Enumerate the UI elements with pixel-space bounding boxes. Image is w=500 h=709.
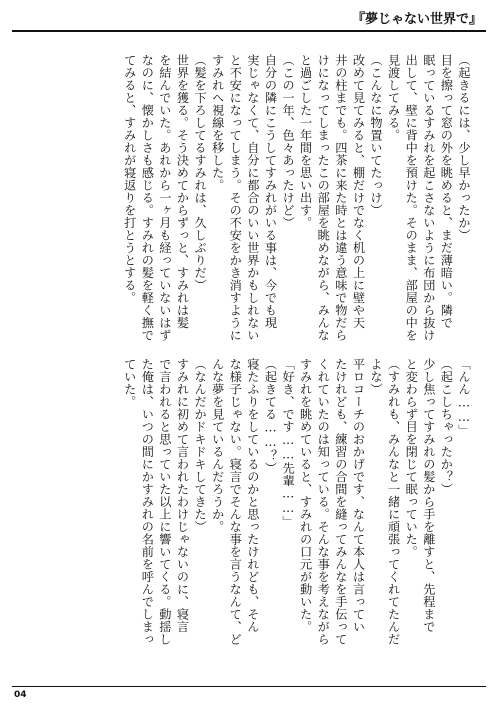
text-line: な様子じゃない。寝言でそんな事を言うなんて、ど: [228, 358, 243, 646]
text-line: （こんなに物置いてたっけ）: [369, 54, 384, 217]
text-line: なのに、懐かしさも感じる。すみれの髪を軽く撫で: [140, 54, 155, 342]
upper-text-block: [57, 54, 472, 344]
text-line: を結んでいた。あれから一ヶ月も経っていないはず: [157, 54, 172, 342]
text-line: （起きるには、少し早かったか）: [457, 54, 471, 242]
text-line: くれていたのは知っている。そんな事を考えながら: [316, 358, 331, 646]
lower-text-block: [57, 358, 472, 658]
text-line: （この一年、色々あったけど）: [281, 54, 296, 229]
text-line: すみれへ視線を移した。: [210, 54, 225, 192]
text-line: すみれを眺めていると、すみれの口元が動いた。: [298, 358, 313, 633]
book-title: 『夢じゃない世界で』: [351, 12, 482, 27]
text-line: （起こしちゃったか？）: [439, 358, 454, 496]
text-line: （なんだかドキドキしてきた）: [193, 358, 208, 533]
text-line: 世界を獲る。そう決めてからずっと、すみれは髪: [175, 54, 190, 329]
text-line: （起きてる……？）: [263, 358, 278, 475]
text-line: （すみれも、みんなと一緒に頑張ってくれてたんだ: [386, 358, 401, 646]
text-line: すみれに初めて言われたわけじゃないのに、寝言: [175, 358, 190, 633]
text-line: で言われると思っていた以上に響いてくる。動揺し: [157, 358, 172, 646]
text-line: ていた。: [122, 358, 137, 408]
text-line: んな夢を見ているんだろうか。: [210, 358, 225, 533]
text-line: 目を擦って窓の外を眺めると、まだ薄暗い。隣で: [439, 54, 454, 329]
page-number: 04: [14, 690, 27, 700]
header-rule: [12, 30, 486, 32]
text-line: と変わらず目を閉じて眠っていた。: [404, 358, 419, 558]
text-line: たけれども、練習の合間を縫ってみんなを手伝って: [333, 358, 348, 646]
text-line: てみると、すみれが寝返りを打とうとする。: [122, 54, 137, 304]
text-line: （髪を下ろしてるすみれは、久しぶりだ）: [193, 54, 208, 292]
footer-rule: [12, 686, 486, 687]
text-line: 「好き、です……先輩……」: [281, 358, 296, 528]
text-line: 眠っているすみれを起こさないように布団から抜け: [421, 54, 436, 342]
text-line: 少し焦ってすみれの髪から手を離すと、先程まで: [421, 358, 436, 633]
text-line: 井の柱までも。四茶に来た時とは違う意味で物だら: [333, 54, 348, 342]
text-line: 見渡してみる。: [386, 54, 401, 142]
text-line: 自分の隣にこうしてすみれがいる事は、今でも現: [263, 54, 278, 329]
text-line: よな）: [369, 358, 384, 396]
text-line: けになってしまったこの部屋を眺めながら、みんな: [316, 54, 331, 342]
text-line: 出して、壁に背中を預けた。そのまま、部屋の中を: [404, 54, 419, 342]
page-header: [0, 0, 500, 34]
text-line: 平ロコーチのおかげです、なんて本人は言ってい: [351, 358, 366, 633]
text-line: た俺は、いつの間にかすみれの名前を呼んでしまっ: [140, 358, 155, 646]
text-line: 寝たふりをしているのかと思ったけれども、そん: [245, 358, 260, 633]
text-line: と不安になってしまう。その不安をかき消すように: [228, 54, 243, 342]
text-line: 改めて見てみると、棚だけでなく机の上に壁や天: [351, 54, 366, 329]
text-line: 「んん……」: [457, 358, 471, 437]
text-line: と過ごした一年間を思い出す。: [298, 54, 313, 229]
text-line: 実じゃなくて、自分に都合のいい世界かもしれない: [245, 54, 260, 342]
